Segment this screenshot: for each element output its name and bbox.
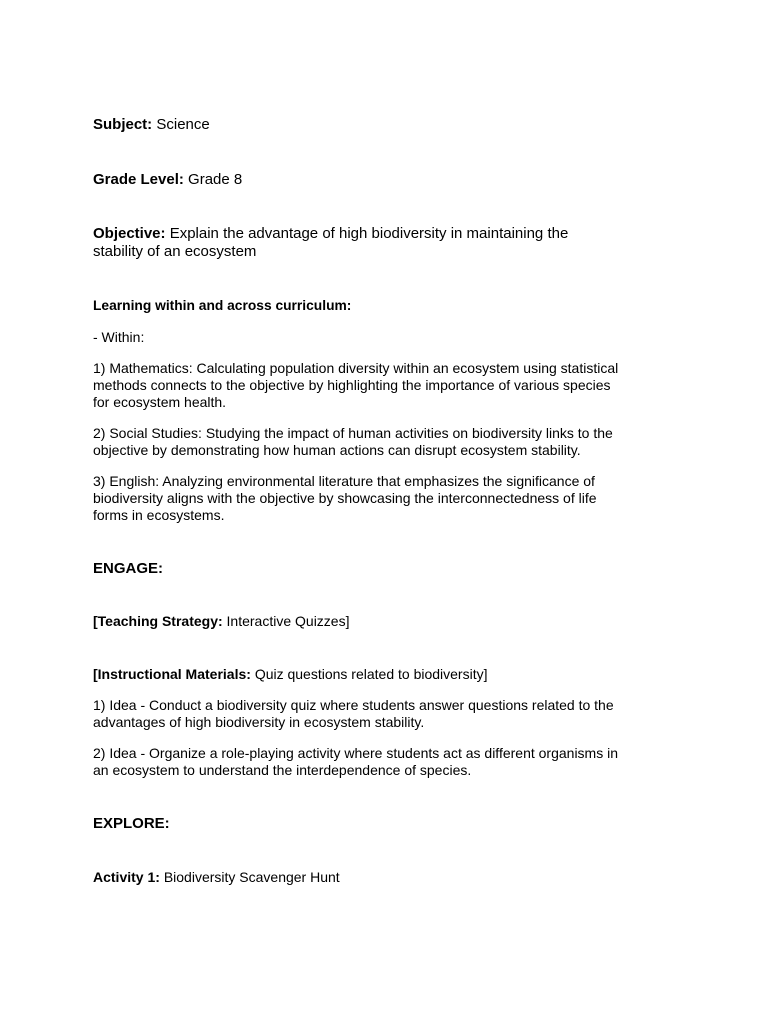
instructional-materials-value: Quiz questions related to biodiversity] — [254, 666, 488, 682]
activity-1-label: Activity 1: — [93, 869, 160, 885]
curriculum-item-3-line-3: forms in ecosystems. — [93, 507, 225, 523]
objective-text-1: Explain the advantage of high biodiversity in maintaining the — [169, 225, 569, 242]
curriculum-item-3-line-1: 3) English: Analyzing environmental literature that emphasizes the significance of — [93, 473, 595, 489]
grade-level-line — [93, 171, 693, 189]
teaching-strategy-value: Interactive Quizzes] — [226, 613, 350, 629]
explore-heading: EXPLORE: — [93, 815, 170, 832]
engage-idea-1-line-1: 1) Idea - Conduct a biodiversity quiz where students answer questions related to the — [93, 697, 614, 713]
curriculum-item-1-line-1: 1) Mathematics: Calculating population diversity within an ecosystem using statistical — [93, 360, 619, 376]
instructional-materials-label: [Instructional Materials: — [93, 666, 251, 682]
teaching-strategy-label: [Teaching Strategy: — [93, 613, 223, 629]
engage-idea-2-line-1: 2) Idea - Organize a role-playing activity where students act as different organisms in — [93, 745, 618, 761]
teaching-strategy-line — [93, 613, 693, 630]
curriculum-item-2-line-2: objective by demonstrating how human actions can disrupt ecosystem stability. — [93, 442, 581, 458]
curriculum-item-3-line-2: biodiversity aligns with the objective by showcasing the interconnectedness of life — [93, 490, 597, 506]
objective-line-2 — [93, 243, 693, 261]
within-label: - Within: — [93, 329, 145, 345]
subject-value: Science — [156, 116, 210, 133]
subject-label: Subject: — [93, 116, 153, 133]
subject-line — [93, 116, 693, 134]
engage-idea-1-line-2: advantages of high biodiversity in ecosystem stability. — [93, 714, 425, 730]
engage-heading: ENGAGE: — [93, 560, 164, 577]
activity-1-value: Biodiversity Scavenger Hunt — [163, 869, 340, 885]
grade-level-label: Grade Level: — [93, 171, 184, 188]
curriculum-heading: Learning within and across curriculum: — [93, 298, 352, 313]
activity-1-line — [93, 869, 693, 886]
curriculum-item-1-line-2: methods connects to the objective by highlighting the importance of various species — [93, 377, 611, 393]
curriculum-item-1-line-3: for ecosystem health. — [93, 394, 227, 410]
instructional-materials-line — [93, 666, 693, 683]
engage-idea-2-line-2: an ecosystem to understand the interdependence of species. — [93, 762, 472, 778]
grade-level-value: Grade 8 — [188, 171, 243, 188]
objective-text-2: stability of an ecosystem — [93, 243, 257, 260]
curriculum-item-2-line-1: 2) Social Studies: Studying the impact of human activities on biodiversity links to the — [93, 425, 613, 441]
objective-line-1 — [93, 225, 693, 243]
objective-label: Objective: — [93, 225, 166, 242]
